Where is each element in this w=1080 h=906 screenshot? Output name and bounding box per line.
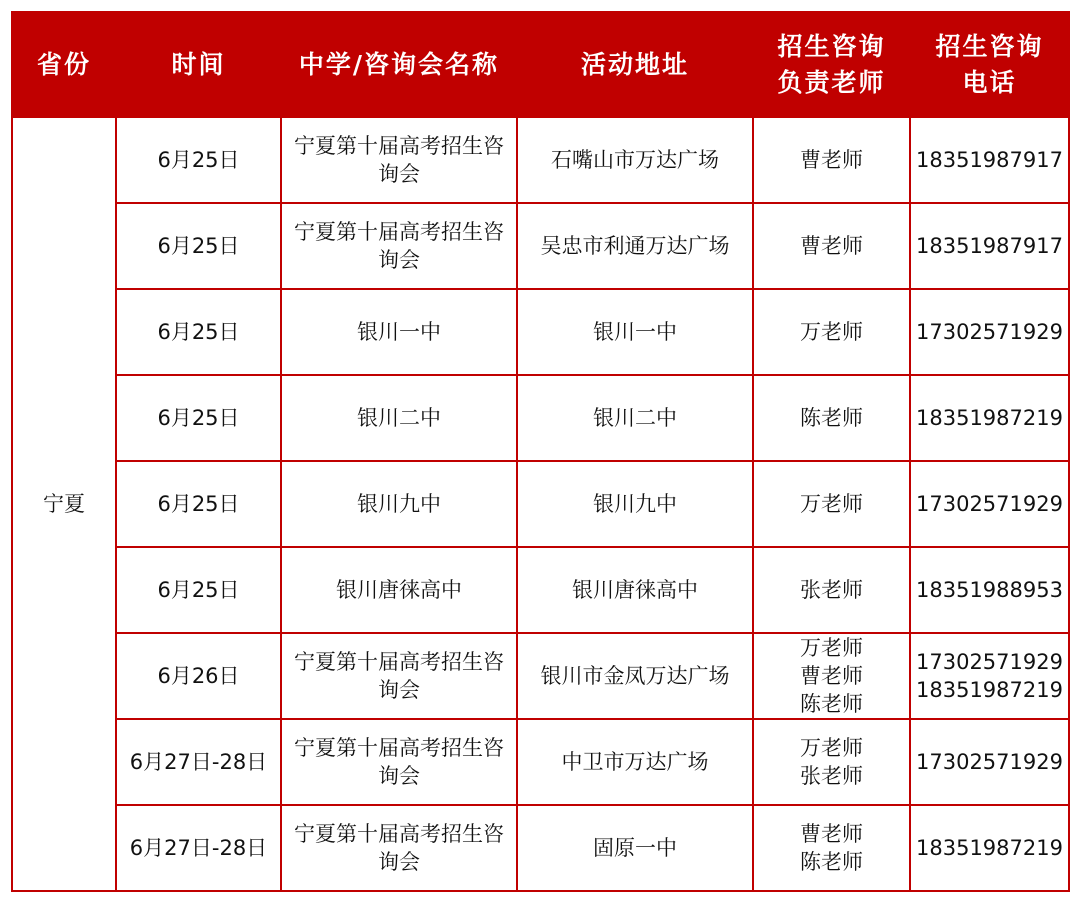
address-cell: 银川唐徕高中 <box>517 547 753 633</box>
teacher-cell <box>753 719 910 805</box>
time-cell: 6月25日 <box>116 547 281 633</box>
teacher-cell <box>753 375 910 461</box>
time-cell: 6月25日 <box>116 289 281 375</box>
address-cell: 中卫市万达广场 <box>517 719 753 805</box>
header-address <box>517 12 753 117</box>
school-name-cell-line: 银川二中 <box>357 406 441 430</box>
header-time-label: 时间 <box>171 49 226 79</box>
admissions-schedule-table <box>11 11 1070 892</box>
time-cell: 6月25日 <box>116 461 281 547</box>
phone-cell <box>910 203 1069 289</box>
table-row <box>12 461 1069 547</box>
teacher-cell-line: 曹老师 <box>800 148 863 172</box>
school-name-cell-line: 询会 <box>378 764 420 788</box>
school-name-cell-line: 宁夏第十届高考招生咨 <box>294 822 504 846</box>
header-phone <box>910 12 1069 117</box>
teacher-cell <box>753 633 910 719</box>
school-name-cell-line: 银川唐徕高中 <box>336 578 462 602</box>
phone-cell-line: 17302571929 <box>916 320 1063 344</box>
phone-cell <box>910 547 1069 633</box>
school-name-cell <box>281 461 517 547</box>
phone-cell-line: 17302571929 <box>916 492 1063 516</box>
school-name-cell <box>281 719 517 805</box>
teacher-cell-line: 陈老师 <box>800 850 863 874</box>
table-body <box>12 117 1069 891</box>
phone-cell <box>910 117 1069 203</box>
phone-cell-line: 18351987219 <box>916 836 1063 860</box>
address-cell: 石嘴山市万达广场 <box>517 117 753 203</box>
header-phone-label-line2: 电话 <box>962 67 1017 97</box>
time-cell: 6月27日-28日 <box>116 719 281 805</box>
school-name-cell-line: 询会 <box>378 678 420 702</box>
address-cell: 银川一中 <box>517 289 753 375</box>
school-name-cell-line: 宁夏第十届高考招生咨 <box>294 650 504 674</box>
phone-cell-line: 18351987917 <box>916 234 1063 258</box>
school-name-cell-line: 银川一中 <box>357 320 441 344</box>
header-row <box>12 12 1069 117</box>
teacher-cell <box>753 203 910 289</box>
address-cell: 银川九中 <box>517 461 753 547</box>
school-name-cell-line: 宁夏第十届高考招生咨 <box>294 134 504 158</box>
table-row <box>12 375 1069 461</box>
phone-cell <box>910 805 1069 891</box>
teacher-cell-line: 万老师 <box>800 320 863 344</box>
address-cell: 银川二中 <box>517 375 753 461</box>
teacher-cell-line: 陈老师 <box>800 692 863 716</box>
phone-cell-line: 18351987219 <box>916 406 1063 430</box>
table-header <box>12 12 1069 117</box>
time-cell: 6月26日 <box>116 633 281 719</box>
address-cell: 银川市金凤万达广场 <box>517 633 753 719</box>
header-address-label: 活动地址 <box>580 49 689 79</box>
table-row <box>12 289 1069 375</box>
school-name-cell <box>281 375 517 461</box>
teacher-cell-line: 曹老师 <box>800 822 863 846</box>
header-teacher-label-line2: 负责老师 <box>777 67 886 97</box>
phone-cell <box>910 289 1069 375</box>
header-province-label: 省份 <box>36 49 91 79</box>
header-school-name <box>281 12 517 117</box>
teacher-cell-line: 万老师 <box>800 736 863 760</box>
school-name-cell <box>281 117 517 203</box>
header-teacher <box>753 12 910 117</box>
school-name-cell-line: 询会 <box>378 248 420 272</box>
time-cell: 6月25日 <box>116 117 281 203</box>
teacher-cell-line: 张老师 <box>800 578 863 602</box>
phone-cell-line: 18351987219 <box>916 678 1063 702</box>
school-name-cell-line: 宁夏第十届高考招生咨 <box>294 736 504 760</box>
phone-cell-line: 18351987917 <box>916 148 1063 172</box>
phone-cell <box>910 719 1069 805</box>
school-name-cell-line: 询会 <box>378 162 420 186</box>
school-name-cell <box>281 203 517 289</box>
teacher-cell-line: 万老师 <box>800 492 863 516</box>
table-row <box>12 633 1069 719</box>
table-row <box>12 117 1069 203</box>
phone-cell <box>910 461 1069 547</box>
header-phone-label-line1: 招生咨询 <box>935 31 1044 61</box>
school-name-cell-line: 询会 <box>378 850 420 874</box>
table-row <box>12 805 1069 891</box>
teacher-cell-line: 张老师 <box>800 764 863 788</box>
phone-cell-line: 17302571929 <box>916 750 1063 774</box>
school-name-cell <box>281 547 517 633</box>
province-cell: 宁夏 <box>12 117 116 891</box>
phone-cell <box>910 375 1069 461</box>
address-cell: 吴忠市利通万达广场 <box>517 203 753 289</box>
school-name-cell <box>281 805 517 891</box>
teacher-cell <box>753 805 910 891</box>
teacher-cell-line: 陈老师 <box>800 406 863 430</box>
teacher-cell-line: 曹老师 <box>800 234 863 258</box>
table-row <box>12 719 1069 805</box>
header-teacher-label-line1: 招生咨询 <box>777 31 886 61</box>
table-row <box>12 203 1069 289</box>
teacher-cell <box>753 461 910 547</box>
phone-cell <box>910 633 1069 719</box>
school-name-cell <box>281 633 517 719</box>
header-province <box>12 12 116 117</box>
address-cell: 固原一中 <box>517 805 753 891</box>
teacher-cell <box>753 547 910 633</box>
schedule-container <box>11 11 1070 892</box>
header-time <box>116 12 281 117</box>
teacher-cell-line: 曹老师 <box>800 664 863 688</box>
time-cell: 6月27日-28日 <box>116 805 281 891</box>
school-name-cell-line: 宁夏第十届高考招生咨 <box>294 220 504 244</box>
time-cell: 6月25日 <box>116 375 281 461</box>
time-cell: 6月25日 <box>116 203 281 289</box>
phone-cell-line: 17302571929 <box>916 650 1063 674</box>
header-school-name-label: 中学/咨询会名称 <box>298 49 500 79</box>
teacher-cell <box>753 289 910 375</box>
school-name-cell-line: 银川九中 <box>357 492 441 516</box>
teacher-cell <box>753 117 910 203</box>
phone-cell-line: 18351988953 <box>916 578 1063 602</box>
school-name-cell <box>281 289 517 375</box>
teacher-cell-line: 万老师 <box>800 636 863 660</box>
table-row <box>12 547 1069 633</box>
